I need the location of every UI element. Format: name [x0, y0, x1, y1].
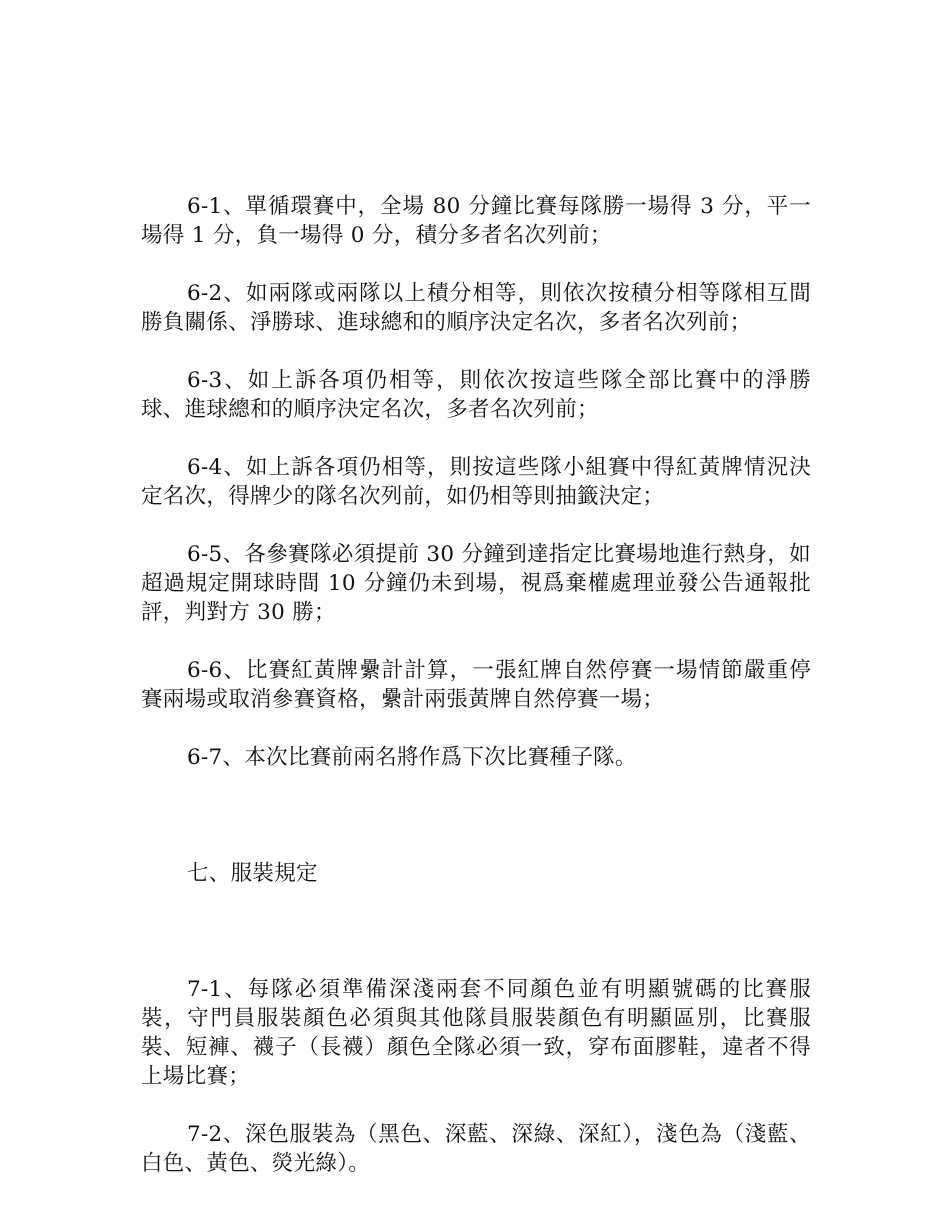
rule-6-1: 6-1、單循環賽中，全場 80 分鐘比賽每隊勝一場得 3 分，平一場得 1 分，負一場得 0 分，積分多者名次列前；	[141, 194, 811, 248]
document-page	[141, 192, 811, 1178]
rule-6-3: 6-3、如上訴各項仍相等，則依次按這些隊全部比賽中的淨勝球、進球總和的順序決定名次，多者名次列前；	[141, 368, 811, 422]
rule-7-1: 7-1、每隊必須準備深淺兩套不同顏色並有明顯號碼的比賽服裝，守門員服裝顏色必須與其他隊員服裝顏色有明顯區別，比賽服裝、短褲、襪子（長襪）顏色全隊必須一致，穿布面膠鞋，違者不得上場比賽；	[141, 977, 811, 1089]
rule-7-2: 7-2、深色服裝為（黑色、深藍、深綠、深紅），淺色為（淺藍、白色、黃色、熒光綠）。	[141, 1122, 811, 1176]
rule-6-4: 6-4、如上訴各項仍相等，則按這些隊小組賽中得紅黃牌情況決定名次，得牌少的隊名次列前，如仍相等則抽籤決定；	[141, 455, 811, 509]
rule-6-5: 6-5、各參賽隊必須提前 30 分鐘到達指定比賽場地進行熱身，如超過規定開球時間 10 分鐘仍未到場，視爲棄權處理並發公告通報批評，判對方 30 勝；	[141, 542, 811, 625]
rule-6-6: 6-6、比賽紅黃牌纍計計算，一張紅牌自然停賽一場情節嚴重停賽兩場或取消參賽資格，纍計兩張黃牌自然停賽一場；	[141, 658, 811, 712]
rule-6-7: 6-7、本次比賽前兩名將作爲下次比賽種子隊。	[187, 745, 637, 770]
section-7-heading: 七、服裝規定	[187, 861, 318, 886]
rule-6-2: 6-2、如兩隊或兩隊以上積分相等，則依次按積分相等隊相互間勝負關係、淨勝球、進球總和的順序決定名次，多者名次列前；	[141, 281, 811, 335]
